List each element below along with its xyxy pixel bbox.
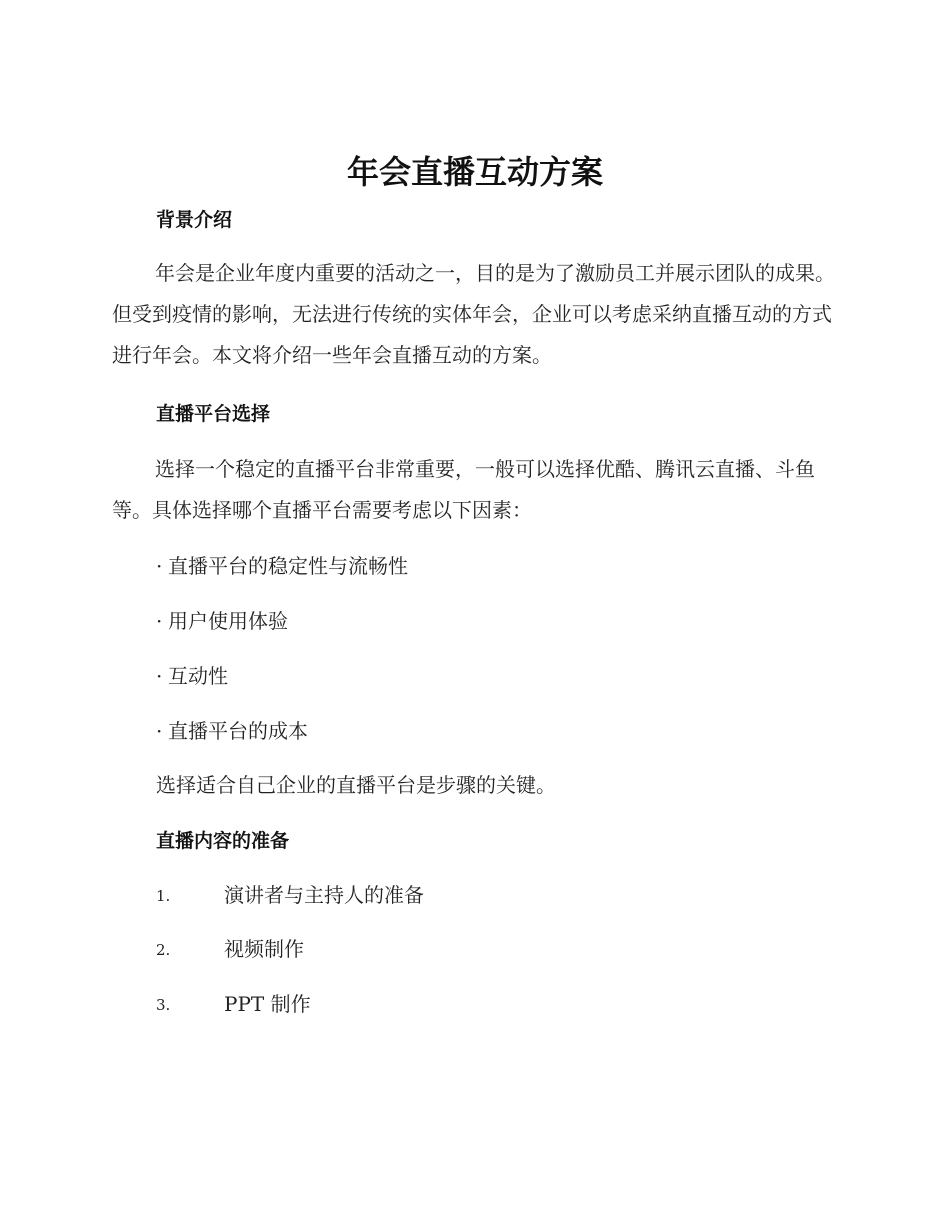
- list-item-number: 3.: [156, 996, 171, 1014]
- list-item: [156, 716, 308, 746]
- list-item-text: 直播平台的稳定性与流畅性: [168, 554, 408, 578]
- list-item-number: 1.: [156, 887, 171, 905]
- section-heading-platform: 直播平台选择: [156, 403, 271, 425]
- list-item-number: 2.: [156, 941, 171, 959]
- list-item: [156, 551, 408, 581]
- list-item-text: 直播平台的成本: [168, 719, 308, 743]
- background-paragraph: 年会是企业年度内重要的活动之一，目的是为了激励员工并展示团队的成果。但受到疫情的影响，无法进行传统的实体年会，企业可以考虑采纳直播互动的方式进行年会。本文将介绍一些年会直播互动的方案。: [112, 261, 835, 367]
- list-item-text: 互动性: [168, 664, 228, 688]
- bullet-icon: ·: [156, 554, 163, 578]
- platform-paragraph: 选择一个稳定的直播平台非常重要，一般可以选择优酷、腾讯云直播、斗鱼等。具体选择哪个直播平台需要考虑以下因素：: [112, 457, 815, 522]
- bullet-icon: ·: [156, 664, 163, 688]
- bullet-icon: ·: [156, 719, 163, 743]
- list-item-text: 视频制作: [224, 937, 304, 961]
- section-heading-background: 背景介绍: [156, 209, 233, 231]
- document-title: 年会直播互动方案: [346, 153, 603, 191]
- section-heading-content: 直播内容的准备: [156, 830, 290, 852]
- list-item-text: 演讲者与主持人的准备: [224, 883, 424, 907]
- list-item: [156, 606, 288, 636]
- list-item-text: PPT 制作: [224, 992, 311, 1016]
- platform-conclusion: 选择适合自己企业的直播平台是步骤的关键。: [156, 773, 556, 797]
- list-item-text: 用户使用体验: [168, 609, 288, 633]
- list-item: [156, 661, 228, 691]
- bullet-icon: ·: [156, 609, 163, 633]
